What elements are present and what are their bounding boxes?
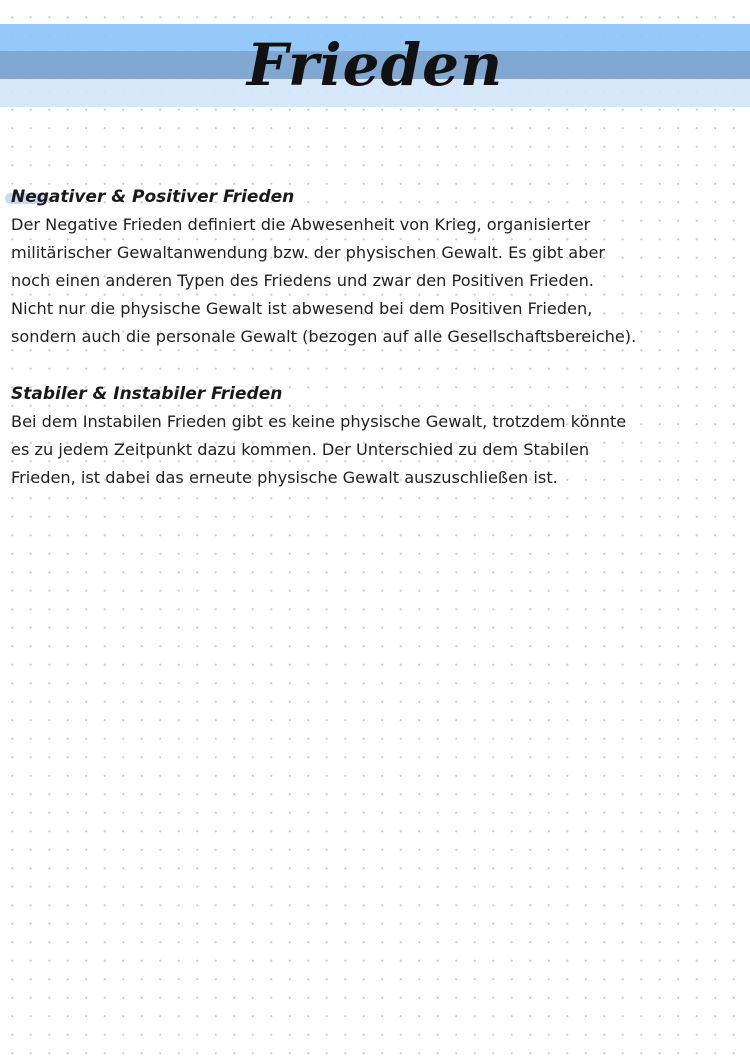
body-line: Bei dem Instabilen Frieden gibt es keine physische Gewalt, trotzdem könnte (11, 412, 627, 431)
body-line: Frieden, ist dabei das erneute physische Gewalt auszuschließen ist. (11, 468, 558, 487)
body-line: noch einen anderen Typen des Friedens und zwar den Positiven Frieden. (11, 271, 594, 290)
section-heading: Stabiler & Instabiler Frieden (11, 384, 283, 404)
section-heading: Negativer & Positiver Frieden (11, 187, 295, 207)
section-negative-positive-peace (11, 183, 741, 351)
body-line: es zu jedem Zeitpunkt dazu kommen. Der Unterschied zu dem Stabilen (11, 440, 590, 459)
section-body (11, 408, 741, 492)
section-heading-wrap (11, 380, 741, 408)
body-line: militärischer Gewaltanwendung bzw. der physischen Gewalt. Es gibt aber (11, 243, 606, 262)
section-body (11, 211, 741, 351)
section-heading-wrap (11, 183, 741, 211)
section-stable-unstable-peace (11, 380, 741, 492)
page-title: Frieden (246, 31, 504, 99)
title-banner (0, 24, 750, 108)
body-line: sondern auch die personale Gewalt (bezogen auf alle Gesellschaftsbereiche). (11, 327, 637, 346)
body-line: Nicht nur die physische Gewalt ist abwesend bei dem Positiven Frieden, (11, 299, 593, 318)
body-line: Der Negative Frieden definiert die Abwesenheit von Krieg, organisierter (11, 215, 591, 234)
